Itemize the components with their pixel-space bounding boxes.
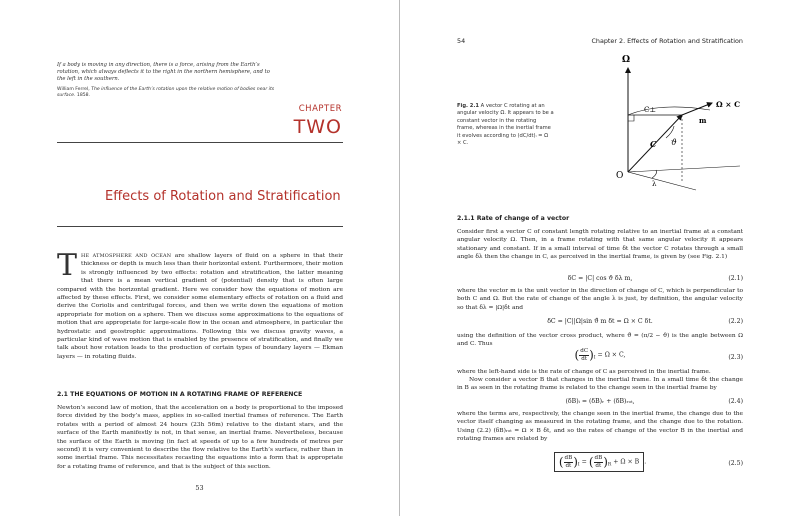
intro-smallcaps: HE ATMOSPHERE AND OCEAN bbox=[81, 253, 172, 259]
eq-2-3-sub: I bbox=[593, 355, 596, 361]
eq-2-3-den: dt bbox=[581, 355, 588, 362]
omega-label: Ω bbox=[622, 55, 631, 65]
chapter-number: TWO bbox=[293, 116, 342, 138]
eq-2-4-expr: (δB)ᵢ = (δB)ᵣ + (δB)ᵣₒₜ, bbox=[565, 398, 635, 405]
cross-vector bbox=[682, 103, 712, 115]
m-label: m bbox=[699, 116, 707, 125]
eq-2-5-den-left: dt bbox=[565, 462, 572, 469]
eq-2-3-frac bbox=[579, 348, 589, 362]
eq-2-1-number: (2.1) bbox=[728, 275, 743, 282]
page-number-left: 53 bbox=[195, 484, 204, 492]
eq-2-3-num: dC bbox=[580, 348, 589, 355]
eq-2-2-expr: δC = |C||Ω|sin ϑ̂ m δt = Ω × C δt. bbox=[547, 318, 653, 325]
chapter-label: CHAPTER bbox=[298, 104, 342, 114]
intro-text: are shallow layers of fluid on a sphere in that their thickness or depth is much less than their horizontal extent. Furthermore, their motion is strongly influenced by two effects: rotation and stratification, the latter meaning that there is a mean vertical gradient of (potential) density that is often large compared with the horizontal gradient. Here we consider how the equations of motion are affected by these effects. First, we consider some elementary effects of rotation on a fluid and derive the Coriolis and centrifugal forces, and then we write down the equations of motion appropriate for motion on a sphere. Then we discuss some approximations to the equations of motion that are appropriate for large-scale flow in the ocean and atmosphere, in particular the hydrostatic and geostrophic approximations. Following this we discuss gravity waves, a particular kind of wave motion that is enabled by the presence of stratification, and finally we talk about how rotation leads to the production of certain types of boundary layers — Ekman layers — in rotating fluids. bbox=[57, 253, 343, 360]
left-page bbox=[0, 0, 399, 516]
figure-caption bbox=[457, 103, 554, 147]
section-heading: 2.1 THE EQUATIONS OF MOTION IN A ROTATING FRAME OF REFERENCE bbox=[57, 391, 303, 398]
epigraph-author: William Ferrel, bbox=[57, 87, 90, 92]
divider-bottom bbox=[57, 226, 343, 227]
base-line-2 bbox=[628, 172, 696, 190]
eq-2-5-expr bbox=[457, 452, 743, 472]
eq-2-3-expr: ( $\frac{dC}{dt}$ )$_I = \Omega \times C$, bbox=[574, 348, 626, 362]
eq-2-5-num-right: dB bbox=[594, 455, 603, 462]
eq-2-5-rhs: + Ω × B bbox=[613, 458, 640, 466]
lambda-label: λ bbox=[652, 180, 657, 188]
eq-2-5-number: (2.5) bbox=[728, 460, 743, 467]
eq-2-5-box: ( $\frac{dB}{dt}$ )$_I$ = ( $\frac{dB}{dt}$ )$_R + \Omega \times B$ bbox=[554, 452, 644, 472]
paragraph-5: Now consider a vector B that changes in the inertial frame. In a small time δt the change in B as seen in the rotating frame is related to the change seen in the inertial frame by bbox=[457, 377, 743, 392]
eq-2-5-den-right: dt bbox=[595, 462, 602, 469]
paragraph-1: Consider first a vector C of constant length rotating relative to an inertial frame at a constant angular velocity Ω. Then, in a frame rotating with that same angular velocity it appears stationary and constant. If in a small interval of time δt the vector C rotates through a small angle δλ then the change in C, as perceived in the inertial frame, is given by (see Fig. 2.1) bbox=[457, 229, 743, 261]
right-angle-mark bbox=[628, 115, 634, 121]
running-title: Chapter 2. Effects of Rotation and Stratification bbox=[591, 37, 743, 45]
eq-2-1-expr: δC = |C| cos ϑ δλ m, bbox=[567, 275, 633, 282]
epigraph-source bbox=[57, 87, 287, 99]
cperp-label: C⊥ bbox=[644, 106, 656, 114]
eq-2-4-number: (2.4) bbox=[728, 398, 743, 405]
rotation-figure bbox=[600, 50, 760, 200]
eq-2-3-rhs: = Ω × C, bbox=[597, 351, 626, 359]
eq-2-3-number: (2.3) bbox=[728, 354, 743, 361]
eq-2-5-end: . bbox=[644, 458, 647, 466]
equation-2-5 bbox=[457, 452, 743, 478]
c-label: C bbox=[650, 139, 657, 149]
chapter-title: Effects of Rotation and Stratification bbox=[105, 189, 341, 204]
lambda-arc bbox=[652, 170, 657, 178]
eq-2-5-sub-i: I bbox=[577, 462, 580, 468]
paragraph-3: using the definition of the vector cross product, where ϑ̂ = (π/2 − ϑ) is the angle between Ω and C. Thus bbox=[457, 333, 743, 348]
caption-text: A vector C rotating at an angular velocity Ω. It appears to be a constant vector in the rotating frame, whereas in the inertial frame it evolves according to (dC/dt)ᵢ = Ω × C. bbox=[457, 103, 554, 147]
caption-label: Fig. 2.1 bbox=[457, 103, 480, 109]
divider-top bbox=[57, 142, 343, 143]
eq-2-5-num-left: dB bbox=[564, 455, 573, 462]
cross-label: Ω × C bbox=[716, 100, 741, 109]
paragraph-2: where the vector m is the unit vector in the direction of change of C, which is perpendicular to both C and Ω. But the rate of change of the angle λ is just, by definition, the angular velocity so that δλ = |Ω|δt and bbox=[457, 288, 743, 311]
equation-2-3 bbox=[457, 348, 743, 368]
base-line-1 bbox=[628, 166, 740, 172]
paragraph-6: where the terms are, respectively, the change seen in the inertial frame, the change due to the vector itself changing as measured in the rotating frame, and the change due to the rotation. Using (2.2) (δB)ᵣₒₜ = Ω × B δt, and so the rates of change of the vector B in the inertial and rotating frames are related by bbox=[457, 411, 743, 443]
epigraph: If a body is moving in any direction, there is a force, arising from the Earth’s rotation, which always deflects it to the right in the northern hemisphere, and to the left in the southern. bbox=[57, 62, 270, 83]
eq-2-5-sub-r: R bbox=[607, 462, 612, 468]
eq-2-5-frac-right bbox=[594, 455, 604, 469]
epigraph-work: The influence of the Earth’s rotation upon the relative motion of bodies near its surface bbox=[57, 87, 275, 99]
right-page bbox=[400, 0, 800, 516]
running-page-number: 54 bbox=[457, 37, 466, 45]
rotation-circle bbox=[628, 107, 710, 115]
epigraph-year: . 1858. bbox=[73, 93, 91, 99]
theta-label: ϑ bbox=[671, 138, 677, 147]
drop-cap: T bbox=[57, 248, 78, 283]
section-paragraph: Newton’s second law of motion, that the acceleration on a body is proportional to the imposed force divided by the body’s mass, applies in so-called inertial frames of reference. The Earth rotates with a period of almost 24 hours (23h 56m) relative to the distant stars, and the surface of the Earth manifestly is not, in that sense, an inertial frame. Nevertheless, because the surface of the Earth is moving (in fact at speeds of up to a few hundreds of metres per second) it is very convenient to describe the flow relative to the Earth’s surface, rather than in some inertial frame. This necessitates recasting the equations into a form that is appropriate for a rotating frame of reference, and that is the subject of this section. bbox=[57, 405, 343, 470]
paragraph-4: where the left-hand side is the rate of change of C as perceived in the inertial frame. bbox=[457, 369, 711, 375]
origin-label: O bbox=[616, 171, 624, 181]
eq-2-2-number: (2.2) bbox=[728, 318, 743, 325]
eq-2-5-frac-left bbox=[564, 455, 574, 469]
eq-2-5-mid: = bbox=[581, 458, 587, 466]
subsection-heading: 2.1.1 Rate of change of a vector bbox=[457, 215, 570, 222]
intro-paragraph bbox=[57, 248, 343, 361]
